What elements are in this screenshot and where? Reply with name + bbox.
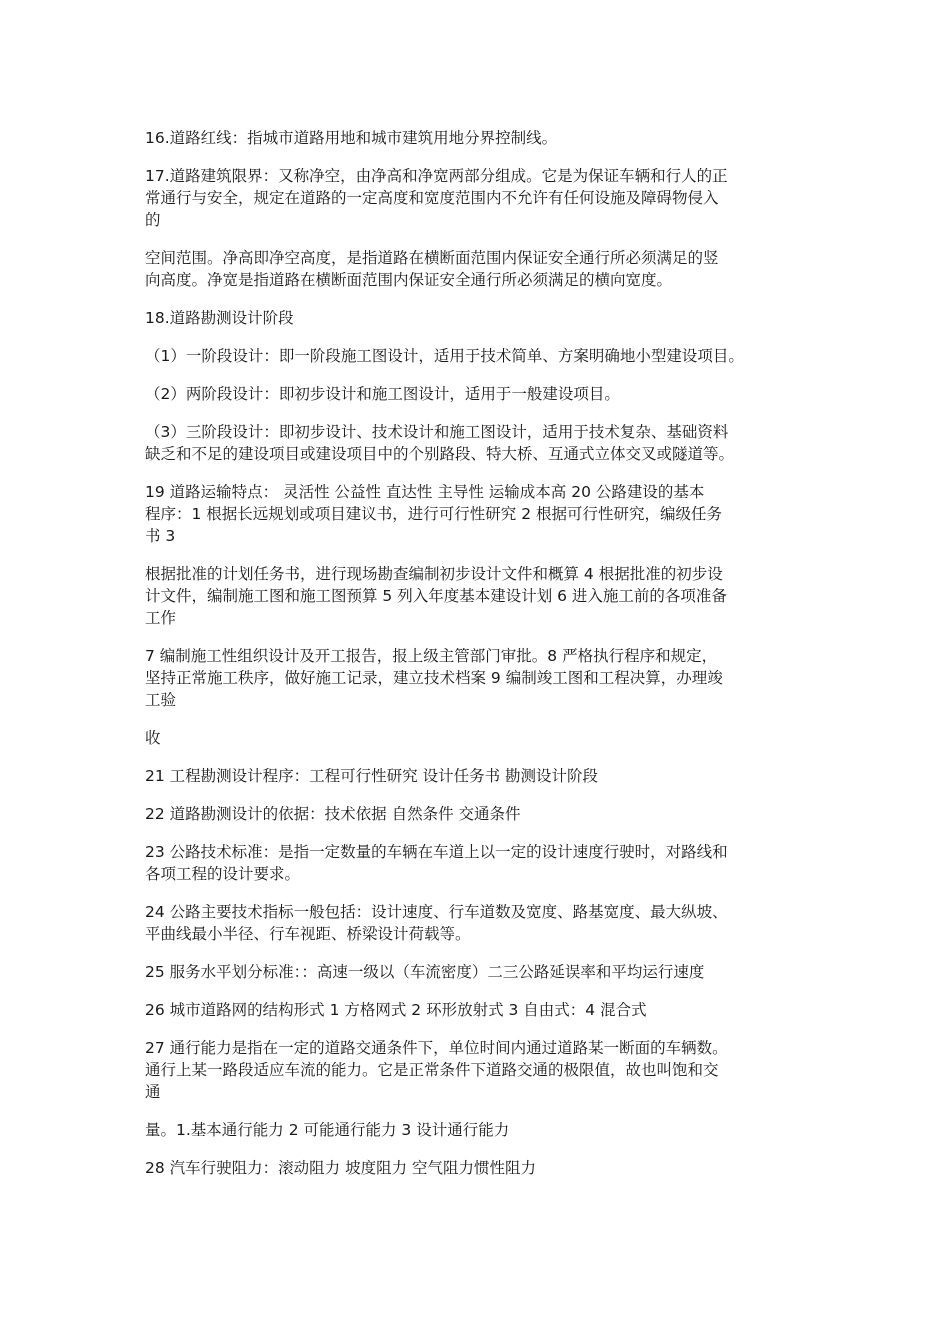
- text-line: （2）两阶段设计：即初步设计和施工图设计，适用于一般建设项目。: [145, 385, 620, 403]
- text-line: 28 汽车行驶阻力：滚动阻力 坡度阻力 空气阻力惯性阻力: [145, 1159, 537, 1177]
- paragraph: [145, 563, 817, 629]
- paragraph: [145, 481, 817, 547]
- paragraph: [145, 841, 817, 885]
- text-line: （1）一阶段设计：即一阶段施工图设计，适用于技术简单、方案明确地小型建设项目。: [145, 347, 744, 365]
- document-body: [145, 127, 817, 1195]
- paragraph: [145, 645, 817, 711]
- paragraph: [145, 383, 817, 405]
- text-line: 19 道路运输特点： 灵活性 公益性 直达性 主导性 运输成本高 20 公路建设的基本: [145, 483, 705, 501]
- paragraph: [145, 165, 817, 231]
- text-line: 通: [145, 1083, 161, 1101]
- text-line: 22 道路勘测设计的依据：技术依据 自然条件 交通条件: [145, 805, 521, 823]
- text-line: 通行上某一路段适应车流的能力。它是正常条件下道路交通的极限值，故也叫饱和交: [145, 1061, 719, 1079]
- paragraph: [145, 1119, 817, 1141]
- text-line: 21 工程勘测设计程序：工程可行性研究 设计任务书 勘测设计阶段: [145, 767, 599, 785]
- text-line: 17.道路建筑限界：又称净空，由净高和净宽两部分组成。它是为保证车辆和行人的正: [145, 167, 728, 185]
- text-line: 各项工程的设计要求。: [145, 865, 301, 883]
- text-line: 23 公路技术标准：是指一定数量的车辆在车道上以一定的设计速度行驶时，对路线和: [145, 843, 728, 861]
- text-line: 空间范围。净高即净空高度，是指道路在横断面范围内保证安全通行所必须满足的竖: [145, 249, 719, 267]
- text-line: 27 通行能力是指在一定的道路交通条件下，单位时间内通过道路某一断面的车辆数。: [145, 1039, 728, 1057]
- paragraph: [145, 127, 817, 149]
- text-line: 计文件，编制施工图和施工图预算 5 列入年度基本建设计划 6 进入施工前的各项准备: [145, 587, 727, 605]
- text-line: 缺乏和不足的建设项目或建设项目中的个别路段、特大桥、互通式立体交叉或隧道等。: [145, 445, 735, 463]
- paragraph: [145, 999, 817, 1021]
- text-line: 工验: [145, 691, 177, 709]
- paragraph: [145, 1037, 817, 1103]
- text-line: 根据批准的计划任务书，进行现场勘查编制初步设计文件和概算 4 根据批准的初步设: [145, 565, 723, 583]
- paragraph: [145, 1157, 817, 1179]
- text-line: 25 服务水平划分标准：：高速一级以（车流密度）二三公路延误率和平均运行速度: [145, 963, 705, 981]
- text-line: 工作: [145, 609, 177, 627]
- text-line: 7 编制施工性组织设计及开工报告，报上级主管部门审批。8 严格执行程序和规定，: [145, 647, 718, 665]
- paragraph: [145, 247, 817, 291]
- text-line: 收: [145, 729, 161, 747]
- text-line: 常通行与安全，规定在道路的一定高度和宽度范围内不允许有任何设施及障碍物侵入: [145, 189, 719, 207]
- paragraph: [145, 421, 817, 465]
- text-line: 向高度。净宽是指道路在横断面范围内保证安全通行所必须满足的横向宽度。: [145, 271, 673, 289]
- text-line: （3）三阶段设计：即初步设计、技术设计和施工图设计，适用于技术复杂、基础资料: [145, 423, 729, 441]
- paragraph: [145, 765, 817, 787]
- text-line: 18.道路勘测设计阶段: [145, 309, 294, 327]
- text-line: 书 3: [145, 527, 176, 545]
- paragraph: [145, 803, 817, 825]
- paragraph: [145, 307, 817, 329]
- paragraph: [145, 961, 817, 983]
- text-line: 的: [145, 211, 161, 229]
- paragraph: [145, 901, 817, 945]
- text-line: 26 城市道路网的结构形式 1 方格网式 2 环形放射式 3 自由式：4 混合式: [145, 1001, 647, 1019]
- text-line: 程序：1 根据长远规划或项目建议书，进行可行性研究 2 根据可行性研究，编级任务: [145, 505, 723, 523]
- text-line: 坚持正常施工秩序，做好施工记录，建立技术档案 9 编制竣工图和工程决算，办理竣: [145, 669, 723, 687]
- paragraph: [145, 345, 817, 367]
- text-line: 平曲线最小半径、行车视距、桥梁设计荷载等。: [145, 925, 471, 943]
- text-line: 24 公路主要技术指标一般包括：设计速度、行车道数及宽度、路基宽度、最大纵坡、: [145, 903, 728, 921]
- paragraph: [145, 727, 817, 749]
- text-line: 量。1.基本通行能力 2 可能通行能力 3 设计通行能力: [145, 1121, 510, 1139]
- text-line: 16.道路红线：指城市道路用地和城市建筑用地分界控制线。: [145, 129, 558, 147]
